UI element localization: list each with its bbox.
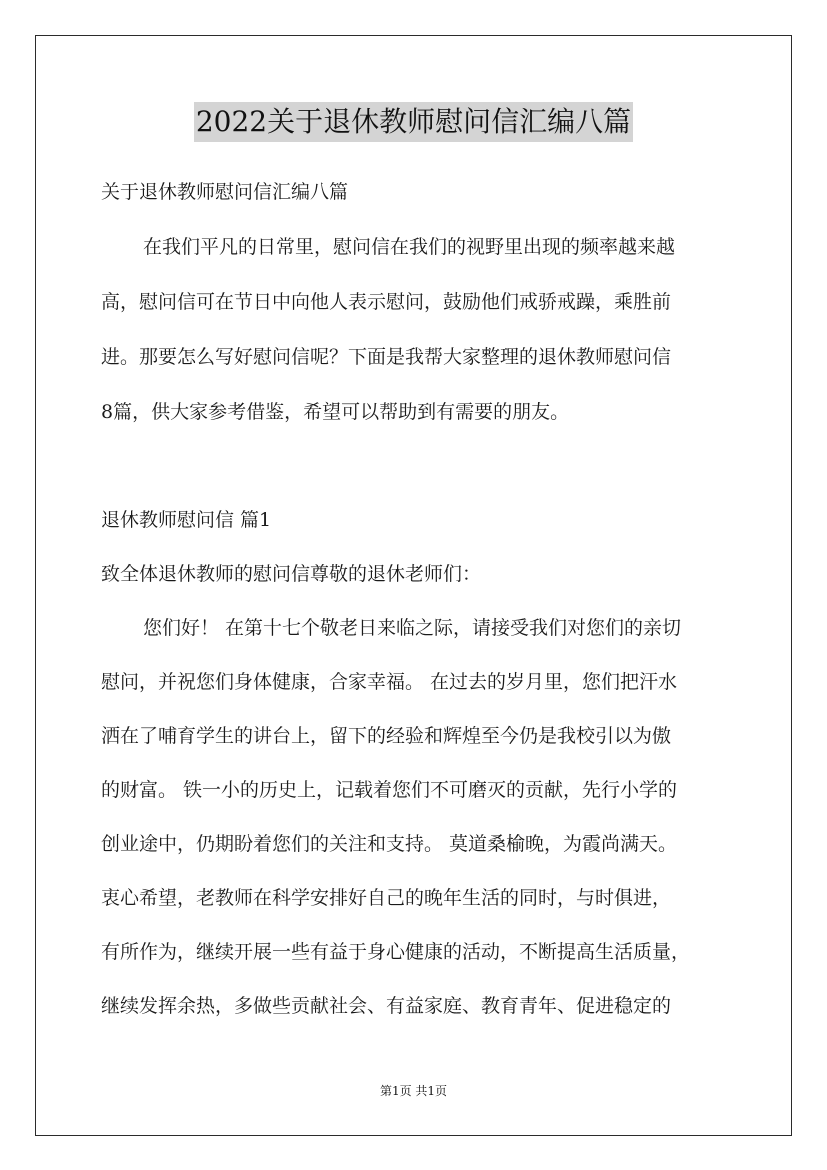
title-container	[0, 102, 827, 142]
document-subtitle: 关于退休教师慰问信汇编八篇	[101, 181, 349, 203]
intro-line: 进。那要怎么写好慰问信呢？下面是我帮大家整理的退休教师慰问信	[101, 346, 672, 368]
body-line: 继续发挥余热，多做些贡献社会、有益家庭、教育青年、促进稳定的	[101, 995, 672, 1017]
intro-line: 在我们平凡的日常里，慰问信在我们的视野里出现的频率越来越	[143, 236, 676, 258]
intro-line: 高，慰问信可在节日中向他人表示慰问，鼓励他们戒骄戒躁，乘胜前	[101, 291, 672, 313]
body-line: 慰问，并祝您们身体健康，合家幸福。 在过去的岁月里，您们把汗水	[101, 671, 678, 693]
intro-line: 8篇，供大家参考借鉴，希望可以帮助到有需要的朋友。	[101, 401, 570, 423]
document-title: 2022关于退休教师慰问信汇编八篇	[194, 102, 633, 142]
letter-greeting: 致全体退休教师的慰问信尊敬的退休老师们：	[101, 563, 482, 585]
page-number: 第1页 共1页	[379, 1084, 448, 1098]
body-line: 创业途中，仍期盼着您们的关注和支持。 莫道桑榆晚，为霞尚满天。	[101, 833, 678, 855]
body-line: 洒在了哺育学生的讲台上，留下的经验和辉煌至今仍是我校引以为傲	[101, 725, 672, 747]
body-line: 您们好！ 在第十七个敬老日来临之际，请接受我们对您们的亲切	[143, 617, 682, 639]
section-heading: 退休教师慰问信 篇1	[101, 509, 272, 531]
body-line: 有所作为，继续开展一些有益于身心健康的活动，不断提高生活质量，	[101, 941, 691, 963]
body-line: 的财富。 铁一小的历史上，记载着您们不可磨灭的贡献，先行小学的	[101, 779, 678, 801]
body-line: 衷心希望，老教师在科学安排好自己的晚年生活的同时，与时俱进，	[101, 887, 672, 909]
